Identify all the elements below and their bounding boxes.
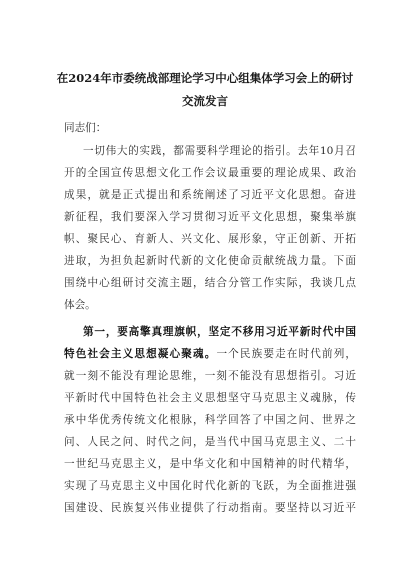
paragraph-line: 承中华优秀传统文化根脉，科学回答了中国之问、世界之 bbox=[64, 414, 356, 426]
paragraph-line: 成果，就是正式提出和系统阐述了习近平文化思想。奋进 bbox=[64, 189, 356, 201]
paragraph-line: 体会。 bbox=[64, 299, 96, 311]
paragraph-line: 平新时代中国特色社会主义思想坚守马克思主义魂脉，传 bbox=[64, 392, 356, 404]
document-title-line-1: 在2024年市委统战部理论学习中心组集体学习会上的研讨 bbox=[56, 71, 354, 85]
paragraph-line: 实现了马克思主义中国化时代化新的飞跃，为全面推进强 bbox=[64, 480, 356, 492]
paragraph-line: 围绕中心组研讨交流主题，结合分管工作实际，我谈几点 bbox=[64, 277, 356, 289]
paragraph-line: 帜、聚民心、育新人、兴文化、展形象，守正创新、开拓 bbox=[64, 233, 356, 245]
salutation: 同志们： bbox=[64, 122, 107, 134]
paragraph-line: 开的全国宣传思想文化工作会议最重要的理论成果、政治 bbox=[64, 167, 356, 179]
paragraph-text: 一个民族要走在时代前列， bbox=[216, 348, 357, 360]
paragraph-line: 一世纪马克思主义，是中华文化和中国精神的时代精华， bbox=[64, 458, 356, 470]
section-heading: 第一，要高擎真理旗帜，坚定不移用习近平新时代中国 bbox=[83, 326, 356, 338]
paragraph-line: 新征程，我们要深入学习贯彻习近平文化思想，聚集举旗 bbox=[64, 211, 356, 223]
document-title-line-2: 交流发言 bbox=[182, 94, 228, 108]
section-heading-cont: 特色社会主义思想凝心聚魂。 bbox=[64, 348, 217, 360]
paragraph-line: 就一刻不能没有理论思维，一刻不能没有思想指引。习近 bbox=[64, 370, 356, 382]
paragraph-line: 问、人民之问、时代之问，是当代中国马克思主义、二十 bbox=[64, 436, 356, 448]
paragraph-line: 国建设、民族复兴伟业提供了行动指南。要坚持以习近平 bbox=[64, 502, 356, 514]
paragraph-line bbox=[64, 347, 356, 361]
paragraph-line: 一切伟大的实践，都需要科学理论的指引。去年10月召 bbox=[83, 145, 356, 157]
paragraph-line: 进取，为担负起新时代新的文化使命贡献统战力量。下面 bbox=[64, 255, 356, 267]
